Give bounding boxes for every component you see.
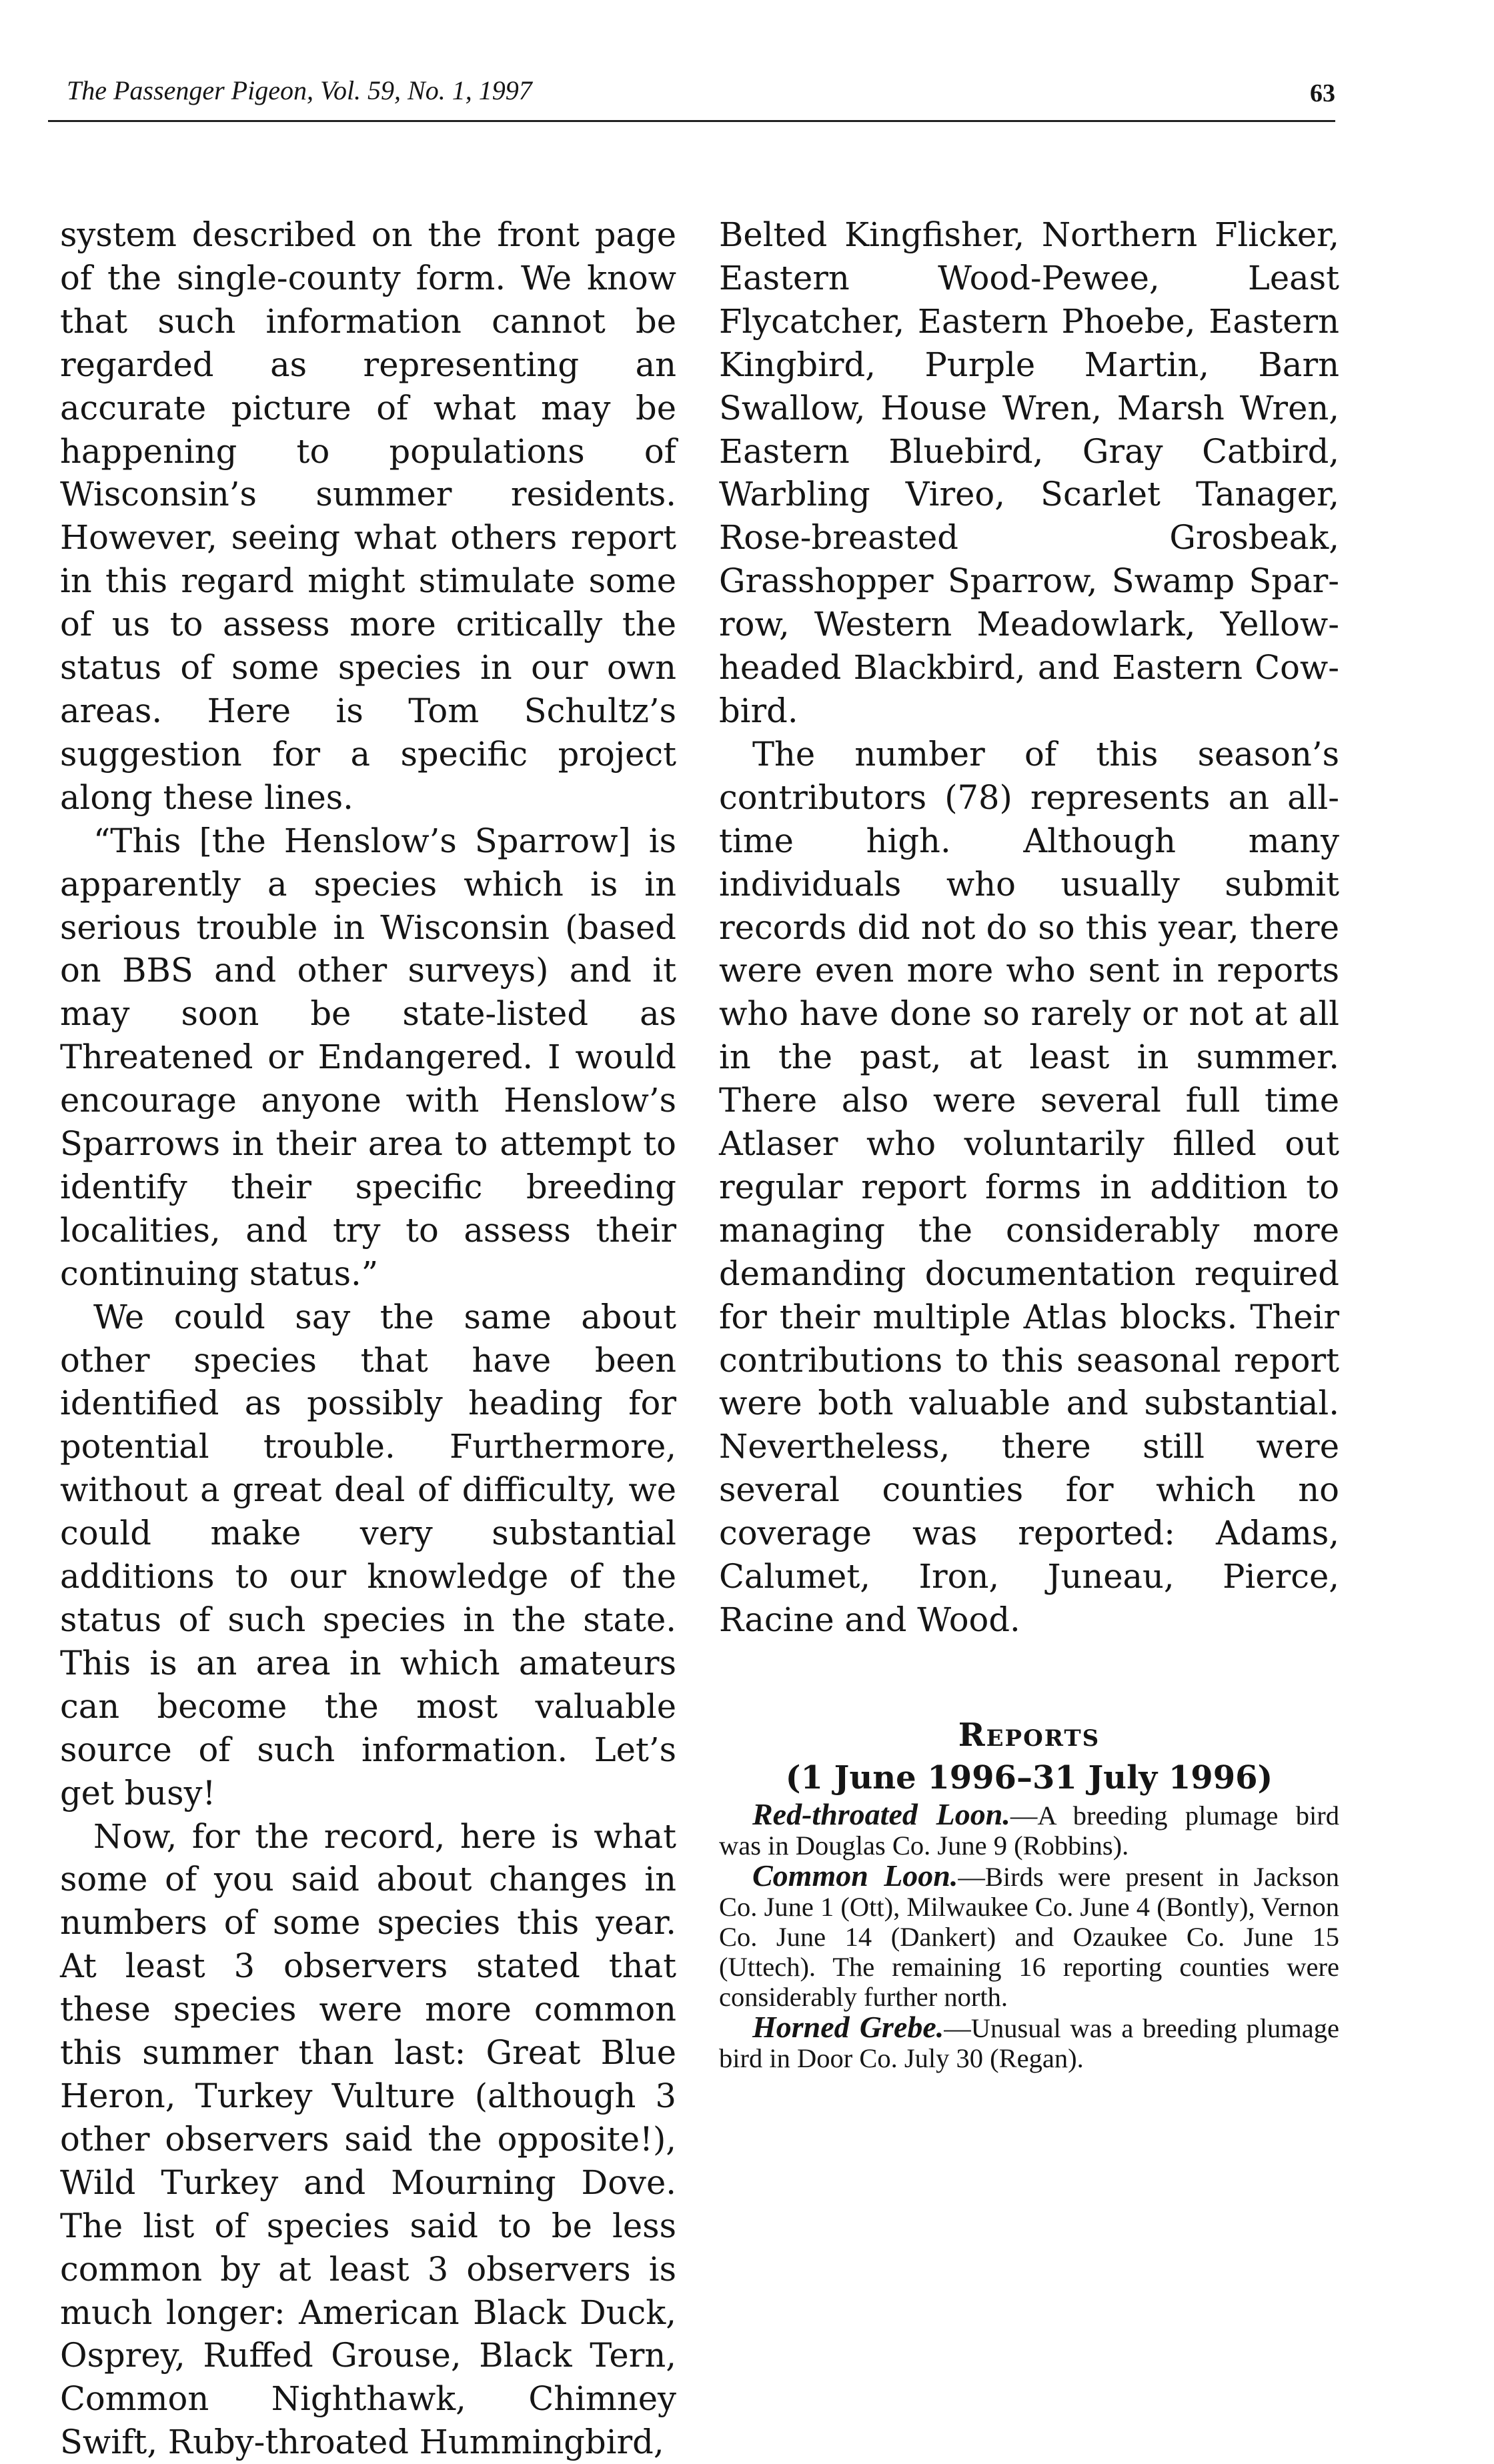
species-name: Red-throated Loon. — [752, 1796, 1010, 1831]
paragraph: Belted Kingfisher, Northern Flicker, Eastern Wood-Pewee, Least Flycatcher, Eastern Phoebe, Eastern Kingbird, Purple Martin, Barn Swallow, House Wren, Marsh Wren, Eastern Bluebird, Gray Catbird, Warbling Vireo, Scarlet Tanager, Rose-breasted Grosbeak, Grasshopper Sparrow, Swamp Sparrow, Western Meadowlark, Yellow-headed Blackbird, and Eastern Cowbird. — [719, 215, 1339, 730]
paragraph: We could say the same about other species that have been identified as possibly heading for potential trouble. Furthermore, without a great deal of difficulty, we could make very substantial additions to our knowledge of the status of such species in the state. This is an area in which amateurs can become the most valuable source of such information. Let’s get busy! — [60, 1297, 676, 1812]
species-text: —A breeding plumage bird was in Douglas Co. June 9 (Robbins). — [719, 1800, 1340, 1861]
page-number: 63 — [1310, 79, 1335, 107]
species-entry — [719, 1858, 1339, 2012]
journal-citation: The Passenger Pigeon, Vol. 59, No. 1, 1997 — [67, 75, 532, 105]
species-text: —Birds were present in Jackson Co. June 1 (Ott), Milwaukee Co. June 4 (Bontly), Vernon Co. June 14 (Dankert) and Ozaukee Co. June 15 (Uttech). The remaining 16 reporting counties were considerably further north. — [719, 1861, 1339, 2012]
right-column — [719, 213, 1339, 2073]
running-header — [48, 67, 1335, 122]
reports-heading — [719, 1714, 1339, 1799]
left-column — [60, 213, 676, 2464]
reports-dates: (1 June 1996–31 July 1996) — [785, 1758, 1273, 1796]
species-text: —Unusual was a breeding plumage bird in Door Co. July 30 (Regan). — [719, 2013, 1339, 2073]
species-entry — [719, 1796, 1340, 1861]
paragraph: Now, for the record, here is what some of you said about changes in numbers of some species this year. At least 3 observers stated that these species were more common this summer than last: Great Blue Heron, Turkey Vulture (although 3 other observers said the opposite!), Wild Turkey and Mourning Dove. The list of species said to be less common by at least 3 observers is much longer: American Black Duck, Osprey, Ruffed Grouse, Black Tern, Common Nighthawk, Chimney Swift, Ruby-throated Hummingbird, — [60, 1816, 676, 2462]
species-entry — [719, 2009, 1339, 2073]
paragraph: system described on the front page of the single-county form. We know that such information cannot be regarded as representing an accurate picture of what may be happening to populations of Wisconsin’s summer residents. However, seeing what others report in this regard might stimulate some of us to assess more critically the status of some species in our own areas. Here is Tom Schultz’s suggestion for a specific project along these lines. — [60, 215, 676, 817]
reports-title: Reports — [958, 1716, 1100, 1754]
species-name: Horned Grebe. — [752, 2009, 944, 2044]
paragraph: The number of this season’s contributors (78) represents an all-time high. Although many individuals who usually submit records did not do so this year, there were even more who sent in reports who have done so rarely or not at all in the past, at least in summer. There also were several full time Atlaser who voluntarily filled out regular report forms in addition to managing the considerably more demanding documentation required for their multiple Atlas blocks. Their contributions to this seasonal report were both valuable and substantial. Nevertheless, there still were several counties for which no coverage was reported: Adams, Calumet, Iron, Juneau, Pierce, Racine and Wood. — [719, 734, 1339, 1639]
species-name: Common Loon. — [752, 1858, 958, 1893]
paragraph: “This [the Henslow’s Sparrow] is apparently a species which is in serious trouble in Wisconsin (based on BBS and other surveys) and it may soon be state-listed as Threatened or Endangered. I would encourage anyone with Henslow’s Sparrows in their area to attempt to identify their specific breeding localities, and try to assess their continuing status.” — [60, 821, 676, 1293]
